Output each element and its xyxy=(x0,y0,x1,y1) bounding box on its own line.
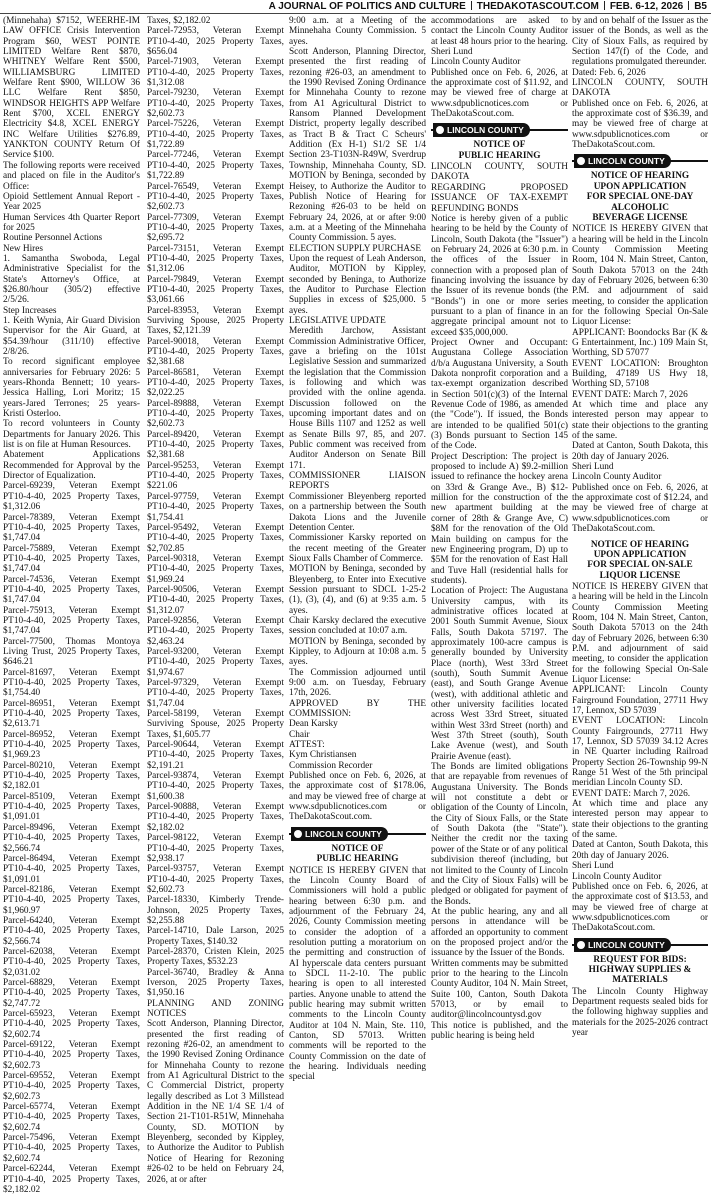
paragraph: Kym Christiansen xyxy=(289,750,357,761)
paragraph: Notice is hereby given of a public hearing to be held by the County of Lincoln, South Dakota (the "Issuer") on February 24, 2026 at 6:30 p.m. in the offices of the Issuer in connection with a proposed plan of financing involving the issuance by the Issuer of its revenue bonds (the "Bonds") in one or more series pursuant to a plan of finance in an aggregate principal amount not to exceed $35,000,000. xyxy=(431,213,568,338)
paragraph: Parcel-86951, Veteran Exempt PT10-4-40, 2025 Property Taxes, $2,613.71 xyxy=(3,698,140,730)
bullet-icon xyxy=(436,126,444,134)
paragraph: Step Increases xyxy=(3,305,57,316)
paragraph: Parcel-74536, Veteran Exempt PT10-4-40, 2025 Property Taxes, $1,747.04 xyxy=(3,574,140,606)
paragraph: Meredith Jarchow, Assistant Commission Administrative Officer, gave a briefing on the 101st Legislative Session and summarized the legislation that the Commission is following and which was provided with the online agenda. Discussion followed on the upcoming important dates and on House Bills 1107 and 1252 as well as Senate Bills 97, 85, and 207. Public comment was received from Auditor Anderson on Senate Bill 171. xyxy=(289,326,426,471)
paragraph: Scott Anderson, Planning Director, presented the first reading of rezoning #26-02, an amendment to the 1990 Revised Zoning Ordinance for Minnehaha County to rezone from A1 Agricultural District to the C Commercial District, property legally described as Lot 3 Millstead Addition in the NE 1/4 SE 1/4 of Section 21-T101-R51W, Minnehaha County, SD. MOTION by Bleyenberg, seconded by Kippley, to Authorize the Auditor to Publish Notice of Hearing for Rezoning #26-02 to be held on February 24, 2026, at or after xyxy=(147,1019,284,1185)
paragraph: Parcel-95492, Veteran Exempt PT10-4-40, 2025 Property Taxes, $2,702.85 xyxy=(147,522,284,554)
banner-label: LINCOLN COUNTY xyxy=(588,939,665,950)
paragraph: (Minnehaha) $7152, WEERHE-IM LAW OFFICE Crisis Intervention Program $60, WEST POINTE LIMITED Welfare Rent $870, WHITNEY Welfare Rent $500, WILLIAMSBURG LIMITED Welfare Rent $900, WILLOW 36 LLC Welfare Rent $850, WINDSOR HEIGHTS APP Welfare Rent $700, XCEL ENERGY Electricity $4.8, XCEL ENERGY INC Welfare Utilities $276.89, YANKTON COUNTY Return Of Service $100. xyxy=(3,16,140,161)
paragraph: Parcel-69239, Veteran Exempt PT10-4-40, 2025 Property Taxes, $1,312.06 xyxy=(3,481,140,513)
bullet-icon xyxy=(577,157,585,165)
page-number: B5 xyxy=(694,1,707,12)
header-divider xyxy=(688,1,689,10)
paragraph: Parcel-73151, Veteran Exempt PT10-4-40, 2025 Property Taxes, $1,312.06 xyxy=(147,243,284,275)
paragraph: Project Description: The project is proposed to include A) $9.2-million issued to refinance the hockey arena on 33rd & Grange Ave., B) $12-million for the construction of the new apartment building at the corner of 28th & Grange Ave, C) $8M for the renovation of the Old Main building on campus for the new Engineering program, D) up to $5M for the renovation of East Hall and Tuve Hall (residential halls for students). xyxy=(431,451,568,586)
bullet-icon xyxy=(294,830,302,838)
paragraph: Parcel-75913, Veteran Exempt PT10-4-40, 2025 Property Taxes, $1,747.04 xyxy=(3,605,140,637)
paragraph: Lincoln County Auditor xyxy=(431,57,521,68)
paragraph: Parcel-65774, Veteran Exempt PT10-4-40, 2025 Property Taxes, $2,602.74 xyxy=(3,1102,140,1133)
col5d-text xyxy=(572,987,708,1039)
lincoln-county-banner xyxy=(431,123,568,137)
paragraph: Scott Anderson, Planning Director, presented the first reading of rezoning #26-03, an amendment to the 1990 Revised Zoning Ordinance for Minnehaha County to rezone from A1 Agricultural District to Ransom Planned Development District, property legally described as Tract B & Tract C Scheurs' Addition (Ex H-1) S1/2 SE 1/4 Section 23-T103N-R49W, Sverdrup Township, Minnehaha County, SD. MOTION by Beninga, seconded by Heisey, to Authorize the Auditor to Publish Notice of Hearing for Rezoning #26-03 to be held on February 24, 2026, at or after 9:00 a.m. at a Meeting of the Minnehaha County Commission. 5 ayes. xyxy=(289,47,426,244)
paragraph: Published once on Feb. 6, 2026, at the approximate cost of $13.53, and may be viewed free of charge at www.sdpublicnotices.com or TheDakotaScout.com. xyxy=(572,881,708,934)
paragraph: Parcel-92856, Veteran Exempt PT10-4-40, 2025 Property Taxes, $2,463.24 xyxy=(147,615,284,647)
paragraph: Published once on Feb. 6, 2026, at the approximate cost of $36.39, and may be viewed free of charge at www.sdpublicnotices.com or TheDakotaScout.com. xyxy=(572,98,708,151)
paragraph: At the public hearing, any and all persons in attendance will be afforded an opportunity to comment on the proposed project and/or the issuance by the Issuer of the Bonds. xyxy=(431,906,568,959)
paragraph: PLANNING AND ZONING NOTICES xyxy=(147,998,284,1019)
paragraph: EVENT LOCATION: Broughton Building, 47189 US Hwy 18, Worthing SD, 57108 xyxy=(572,358,708,390)
page-header xyxy=(0,0,711,14)
col5c-text xyxy=(572,582,708,934)
paragraph: Parcel-90644, Veteran Exempt PT10-4-40, 2025 Property Taxes, $2,191.21 xyxy=(147,740,284,771)
banner-label: LINCOLN COUNTY xyxy=(305,828,382,839)
banner-label: LINCOLN COUNTY xyxy=(447,125,524,136)
paragraph: Parcel-69122, Veteran Exempt PT10-4-40, 2025 Property Taxes, $2,602.73 xyxy=(3,1040,140,1071)
paragraph: Parcel-77246, Veteran Exempt PT10-4-40, 2025 Property Taxes, $1,722.89 xyxy=(147,150,284,182)
paragraph: Parcel-75496, Veteran Exempt PT10-4-40, 2025 Property Taxes, $2,602.74 xyxy=(3,1133,140,1164)
paragraph: 1. Samantha Swoboda, Legal Administrative Specialist for the State's Attorney's Office, at $26.80/hour (305/2) effective 2/5/26. xyxy=(3,253,140,306)
paragraph: accommodations are asked to contact the Lincoln County Auditor at least 48 hours prior to the hearing. xyxy=(431,16,568,47)
paragraph: Routine Personnel Actions xyxy=(3,233,103,244)
col4-text xyxy=(431,16,568,119)
paragraph: Parcel-97759, Veteran Exempt PT10-4-40, 2025 Property Taxes, $1,754.41 xyxy=(147,491,284,523)
notice-title: NOTICE OF HEARING UPON APPLICATION FOR SPECIAL ONE-DAY ALCOHOLIC BEVERAGE LICENSE xyxy=(586,171,694,223)
paragraph: Published once on Feb. 6, 2026, at the approximate cost of $178.06, and may be viewed free of charge at www.sdpublicnotices.com or TheDakotaScout.com. xyxy=(289,771,426,823)
paragraph: Commissioner Karsky reported on the recent meeting of the Greater Sioux Falls Chamber of Commerce. xyxy=(289,533,426,564)
column-3 xyxy=(289,16,426,1083)
paragraph: Parcel-14710, Dale Larson, 2025 Property Taxes, $140.32 xyxy=(147,926,284,947)
paragraph: Location of Project: The Augustana University campus, with its administrative offices located at 2001 South Summit Avenue, Sioux Falls, South Dakota 57197. The approximately 100-acre campus is generally bounded by University Place (north), West 33rd Street (south), South Summit Avenue (east), and South Grange Avenue (west), with additional athletic and other university facilities located across West 33rd Street, situated within West 33rd Street (north) and West 37th Street (south), South Lake Avenue (west), and South Prairie Avenue (east). xyxy=(431,586,568,762)
paragraph: Parcel-75226, Veteran Exempt PT10-4-40, 2025 Property Taxes, $1,722.89 xyxy=(147,119,284,151)
paragraph: Human Services 4th Quarter Report for 2025 xyxy=(3,212,140,233)
paragraph: The Bonds are limited obligations that are repayable from revenues of Augustana University. The Bonds will not constitute a debt or obligation of the County of Lincoln, the City of Sioux Falls, or the State of South Dakota (the "State"). Neither the credit nor the taxing power of the State or of any political subdivision thereof (including, but not limited to the County of Lincoln and the City of Sioux Falls) will be pledged or obligated for payment of the Bonds. xyxy=(431,762,568,907)
column-5 xyxy=(572,16,708,1080)
paragraph: Lincoln County Auditor xyxy=(572,472,662,483)
paragraph: 1. Keith Wynia, Air Guard Division Supervisor for the Air Guard, at $54.39/hour (311/10) effective 2/8/26. xyxy=(3,315,140,357)
paragraph: Parcel-78389, Veteran Exempt PT10-4-40, 2025 Property Taxes, $1,747.04 xyxy=(3,512,140,544)
paragraph: To record significant employee anniversaries for February 2026: 5 years-Rhonda Bennett; 10 years-Jessica Halling, Lori Moritz; 15 years-Jared Terrones; 25 years-Kristi Osterloo. xyxy=(3,357,140,420)
paragraph: Chair Karsky declared the executive session concluded at 10:07 a.m. xyxy=(289,615,426,637)
paragraph: Parcel-72953, Veteran Exempt PT10-4-40, 2025 Property Taxes, $656.04 xyxy=(147,26,284,58)
paragraph: At which time and place any interested person may appear to state their objections to the granting of the same. xyxy=(572,400,708,442)
paragraph: Parcel-28370, Cristen Klein, 2025 Property Taxes, $532.23 xyxy=(147,946,284,968)
paragraph: Published once on Feb. 6, 2026, at the approximate cost of $12.24, and may be viewed free of charge at www.sdpublicnotices.com or TheDakotaScout.com. xyxy=(572,482,708,535)
paragraph: Parcel-90018, Veteran Exempt PT10-4-40, 2025 Property Taxes, $2,381.68 xyxy=(147,336,284,368)
paragraph: Upon the request of Leah Anderson, Auditor, MOTION by Kippley, seconded by Beninga, to Authorize the Auditor to Purchase Election Supplies in excess of $25,000. 5 ayes. xyxy=(289,253,426,316)
paragraph: Parcel-93874, Veteran Exempt PT10-4-40, 2025 Property Taxes, $1,600.38 xyxy=(147,771,284,802)
paragraph: Abatement Applications Recommended for Approval by the Director of Equalization. xyxy=(3,450,140,482)
paragraph: REGARDING PROPOSED ISSUANCE OF TAX-EXEMPT REFUNDING BONDS xyxy=(431,182,568,214)
paragraph: APPROVED BY THE COMMISSION: xyxy=(289,698,426,720)
paragraph: Parcel-90888, Veteran Exempt PT10-4-40, 2025 Property Taxes, $2,182.02 xyxy=(147,802,284,833)
lincoln-county-banner xyxy=(289,827,426,841)
paragraph: NOTICE IS HEREBY GIVEN that the Lincoln County Board of Commissioners will hold a public hearing between 6:30 p.m. and adjournment of the February 24, 2026, County Commission meeting to consider the adoption of a resolution putting a moratorium on the permitting and construction of AI hyperscale data centers pursuant to SDCL 11-2-10. The public hearing is open to all interested parties. Anyone unable to attend the public hearing may submit written comments to the Lincoln County Auditor at 104 N. Main, Ste. 110, Canton, SD 57013. Written comments will be reported to the County Commission on the date of the hearing. Individuals needing special xyxy=(289,865,426,1083)
paragraph: Parcel-80210, Veteran Exempt PT10-4-40, 2025 Property Taxes, $2,182.01 xyxy=(3,760,140,792)
paragraph: Parcel-89888, Veteran Exempt PT10-4-40, 2025 Property Taxes, $2,602.73 xyxy=(147,398,284,430)
paragraph: Parcel-93200, Veteran Exempt PT10-4-40, 2025 Property Taxes, $1,974.67 xyxy=(147,646,284,678)
paragraph: Sheri Lund xyxy=(572,462,614,473)
col5-text xyxy=(572,16,708,150)
paragraph: Taxes, $2,182.02 xyxy=(147,16,211,26)
paragraph: This notice is published, and the public hearing is being held xyxy=(431,1020,568,1041)
paragraph: Parcel-82186, Veteran Exempt PT10-4-40, 2025 Property Taxes, $1,960.97 xyxy=(3,884,140,916)
paragraph: LEGISLATIVE UPDATE xyxy=(289,315,386,326)
paragraph: Parcel-62244, Veteran Exempt PT10-4-40, 2025 Property Taxes, $2,182.02 xyxy=(3,1164,140,1195)
paragraph: To record volunteers in County Departments for January 2026. This list is on file at Human Resources. xyxy=(3,419,140,451)
paragraph: Parcel-18330, Kimberly Trende-Johnson, 2025 Property Taxes, $2,255.88 xyxy=(147,895,284,926)
col2-text xyxy=(147,16,284,1185)
paragraph: Parcel-85109, Veteran Exempt PT10-4-40, 2025 Property Taxes, $1,091.01 xyxy=(3,791,140,823)
column-2 xyxy=(147,16,284,1185)
paragraph: Sheri Lund xyxy=(572,861,614,872)
paragraph: NOTICE IS HEREBY GIVEN that a hearing will be held in the Lincoln County Commission Meeting Room, 104 N. Main Street, Canton, South Dakota 57013 on the 24th day of February 2026, between 6:30 P.M. and adjournment of said meeting, to consider the application for the following Special On-Sale Liquor License: xyxy=(572,581,708,685)
header-divider xyxy=(604,1,605,10)
paragraph: APPLICANT: Boondocks Bar (K & G Entertainment, Inc.) 109 Main St, Worthing, SD 57077 xyxy=(572,327,708,359)
lincoln-county-banner xyxy=(572,154,708,168)
paragraph: Parcel-89496, Veteran Exempt PT10-4-40, 2025 Property Taxes, $2,566.74 xyxy=(3,822,140,854)
paragraph: Parcel-86494, Veteran Exempt PT10-4-40, 2025 Property Taxes, $1,091.01 xyxy=(3,853,140,885)
paragraph: Parcel-77500, Thomas Montoya Living Trust, 2025 Property Taxes, $646.21 xyxy=(3,636,140,668)
paragraph: New Hires xyxy=(3,243,44,254)
paragraph: Parcel-95253, Veteran Exempt PT10-4-40, 2025 Property Taxes, $221.06 xyxy=(147,460,284,492)
notice-title: NOTICE OF PUBLIC HEARING xyxy=(458,140,541,161)
paragraph: EVENT DATE: March 7, 2026 xyxy=(572,389,688,400)
header-divider xyxy=(471,1,472,10)
paragraph: The Commission adjourned until 9:00 a.m. on Tuesday, February 17th, 2026. xyxy=(289,667,426,699)
paragraph: Parcel-76549, Veteran Exempt PT10-4-40, 2025 Property Taxes, $2,602.73 xyxy=(147,181,284,213)
paragraph: Dated: Feb. 6, 2026 xyxy=(572,67,646,78)
col3-text xyxy=(289,16,426,823)
notice-title: NOTICE OF HEARING UPON APPLICATION FOR SPECIAL ON-SALE LIQUOR LICENSE xyxy=(587,539,693,581)
paragraph: ATTEST: xyxy=(289,740,325,751)
paragraph: Parcel-98122, Veteran Exempt PT10-4-40, 2025 Property Taxes, $2,938.17 xyxy=(147,833,284,864)
paragraph: EVENT DATE: March 7, 2026. xyxy=(572,788,691,799)
paragraph: Parcel-68829, Veteran Exempt PT10-4-40, 2025 Property Taxes, $2,747.72 xyxy=(3,977,140,1009)
paragraph: Parcel-83953, Veteran Exempt Surviving Spouse, 2025 Property Taxes, $2,121.39 xyxy=(147,305,284,337)
paragraph: Parcel-65923, Veteran Exempt PT10-4-40, 2025 Property Taxes, $2,602.74 xyxy=(3,1009,140,1040)
lincoln-county-banner xyxy=(572,938,708,952)
paragraph: Written comments may be submitted prior to the hearing to the Lincoln County Auditor, 104 N. Main Street, Suite 100, Canton, South Dakota 57013, or by email to auditor@lincolncountysd.gov xyxy=(431,958,568,1021)
paragraph: Parcel-79849, Veteran Exempt PT10-4-40, 2025 Property Taxes, $3,061.66 xyxy=(147,274,284,306)
paragraph: Chair xyxy=(289,729,310,740)
paragraph: 9:00 a.m. at a Meeting of the Minnehaha County Commission. 5 ayes. xyxy=(289,16,426,47)
paragraph: Parcel-79230, Veteran Exempt PT10-4-40, 2025 Property Taxes, $2,602.73 xyxy=(147,88,284,120)
paragraph: Parcel-93757, Veteran Exempt PT10-4-40, 2025 Property Taxes, $2,602.73 xyxy=(147,864,284,895)
paragraph: Commissioner Bleyenberg reported on a partnership between the South Dakota Lions and the Juvenile Detention Center. xyxy=(289,491,426,533)
col4b-text xyxy=(431,162,568,1041)
paragraph: ELECTION SUPPLY PURCHASE xyxy=(289,243,421,254)
paragraph: NOTICE IS HEREBY GIVEN that a hearing will be held in the Lincoln County Commission Meeting Room, 104 N. Main Street, Canton, South Dakota 57013 on the 24th day of February 2026, between 6:30 P.M. and adjournment of said meeting, to consider the application for the following Special On-Sale Liquor License: xyxy=(572,224,708,328)
paragraph: Parcel-81697, Veteran Exempt PT10-4-40, 2025 Property Taxes, $1,754.40 xyxy=(3,667,140,699)
column-4 xyxy=(431,16,568,1080)
col5b-text xyxy=(572,224,708,534)
notice-title: REQUEST FOR BIDS: HIGHWAY SUPPLIES & MATERIALS xyxy=(588,954,692,986)
site-name: THEDAKOTASCOUT.COM xyxy=(476,1,599,12)
paragraph: Dean Karsky xyxy=(289,719,338,730)
paragraph: Opioid Settlement Annual Report - Year 2025 xyxy=(3,191,140,213)
publication-name: A JOURNAL OF POLITICS AND CULTURE xyxy=(268,1,466,12)
paragraph: Parcel-64240, Veteran Exempt PT10-4-40, 2025 Property Taxes, $2,566.74 xyxy=(3,915,140,947)
paragraph: Lincoln County Auditor xyxy=(572,871,662,882)
paragraph: Sheri Lund xyxy=(431,47,473,58)
paragraph: Parcel-90506, Veteran Exempt PT10-4-40, 2025 Property Taxes, $1,312.07 xyxy=(147,584,284,616)
paragraph: Parcel-58199, Veteran Exempt Surviving Spouse, 2025 Property Taxes, $1,605.77 xyxy=(147,709,284,740)
paragraph: Parcel-71903, Veteran Exempt PT10-4-40, 2025 Property Taxes, $1,312.08 xyxy=(147,57,284,89)
col3b-text xyxy=(289,866,426,1083)
paragraph: MOTION by Beninga, seconded by Kippley, to Adjourn at 10:08 a.m. 5 ayes. xyxy=(289,636,426,668)
paragraph: LINCOLN COUNTY, SOUTH DAKOTA xyxy=(572,78,708,99)
col1-text xyxy=(3,16,140,1195)
paragraph: At which time and place any interested person may appear to state their objections to the granting of the same. xyxy=(572,799,708,841)
paragraph: COMMISSIONER LIAISON REPORTS xyxy=(289,471,426,492)
paragraph: Commission Recorder xyxy=(289,760,373,771)
paragraph: Dated at Canton, South Dakota, this 20th day of January 2026. xyxy=(572,840,708,861)
paragraph: Parcel-97329, Veteran Exempt PT10-4-40, 2025 Property Taxes, $1,747.04 xyxy=(147,678,284,709)
paragraph: The Lincoln County Highway Department requests sealed bids for the following highway supplies and materials for the 2025-2026 contract year xyxy=(572,986,708,1038)
paragraph: Parcel-90318, Veteran Exempt PT10-4-40, 2025 Property Taxes, $1,969.24 xyxy=(147,553,284,585)
paragraph: The following reports were received and placed on file in the Auditor's Office: xyxy=(3,160,140,192)
paragraph: Parcel-89420, Veteran Exempt PT10-4-40, 2025 Property Taxes, $2,381.68 xyxy=(147,429,284,461)
issue-date: FEB. 6-12, 2026 xyxy=(609,1,684,12)
notice-title: NOTICE OF PUBLIC HEARING xyxy=(316,843,399,865)
paragraph: by and on behalf of the Issuer as the issuer of the Bonds, as well as the City of Sioux Falls, as required by Section 147(f) of the Code, and regulations promulgated thereunder. xyxy=(572,16,708,68)
paragraph: APPLICANT: Lincoln County Fairground Foundation, 27711 Hwy 17, Lennox, SD 57039 xyxy=(572,685,708,716)
paragraph: Dated at Canton, South Dakota, this 20th day of January 2026. xyxy=(572,441,708,462)
paragraph: EVENT LOCATION: Lincoln County Fairgrounds, 27711 Hwy 17, Lennox, SD 57039 34.12 Acres in NE Quarter including Railroad Property Section 26-Township 99-N Range 51 West of the 5th principal meridian Lincoln County SD. xyxy=(572,716,708,789)
paragraph: Parcel-75889, Veteran Exempt PT10-4-40, 2025 Property Taxes, $1,747.04 xyxy=(3,543,140,575)
column-1 xyxy=(3,16,140,1195)
paragraph: Parcel-36740, Bradley & Anna Iverson, 2025 Property Taxes, $1,950.16 xyxy=(147,967,284,999)
paragraph: Published once on Feb. 6, 2026, at the approximate cost of $11.92, and may be viewed free of charge at www.sdpublicnotices.com or TheDakotaScout.com. xyxy=(431,67,568,120)
paragraph: LINCOLN COUNTY, SOUTH DAKOTA xyxy=(431,162,568,183)
bullet-icon xyxy=(577,941,585,949)
paragraph: Parcel-77309, Veteran Exempt PT10-4-40, 2025 Property Taxes, $2,695.72 xyxy=(147,212,284,244)
paragraph: Parcel-62038, Veteran Exempt PT10-4-40, 2025 Property Taxes, $2,031.02 xyxy=(3,946,140,978)
paragraph: Project Owner and Occupant: Augustana College Association d/b/a Augustana University, a South Dakota nonprofit corporation and a tax-exempt organization described in Section 501(c)(3) of the Internal Revenue Code of 1986, as amended (the "Code"). If issued, the Bonds are intended to be qualified 501(c)(3) Bonds pursuant to Section 145 of the Code. xyxy=(431,337,568,452)
paragraph: Parcel-86952, Veteran Exempt PT10-4-40, 2025 Property Taxes, $1,969.23 xyxy=(3,729,140,761)
banner-label: LINCOLN COUNTY xyxy=(588,156,665,167)
paragraph: Parcel-86581, Veteran Exempt PT10-4-40, 2025 Property Taxes, $2,022.25 xyxy=(147,367,284,399)
paragraph: Parcel-69552, Veteran Exempt PT10-4-40, 2025 Property Taxes, $2,602.73 xyxy=(3,1071,140,1102)
paragraph: MOTION by Beninga, seconded by Bleyenberg, to Enter into Executive Session pursuant to SDCL 1-25-2 (1), (3), (4), and (6) at 9:35 a.m. 5 ayes. xyxy=(289,564,426,616)
